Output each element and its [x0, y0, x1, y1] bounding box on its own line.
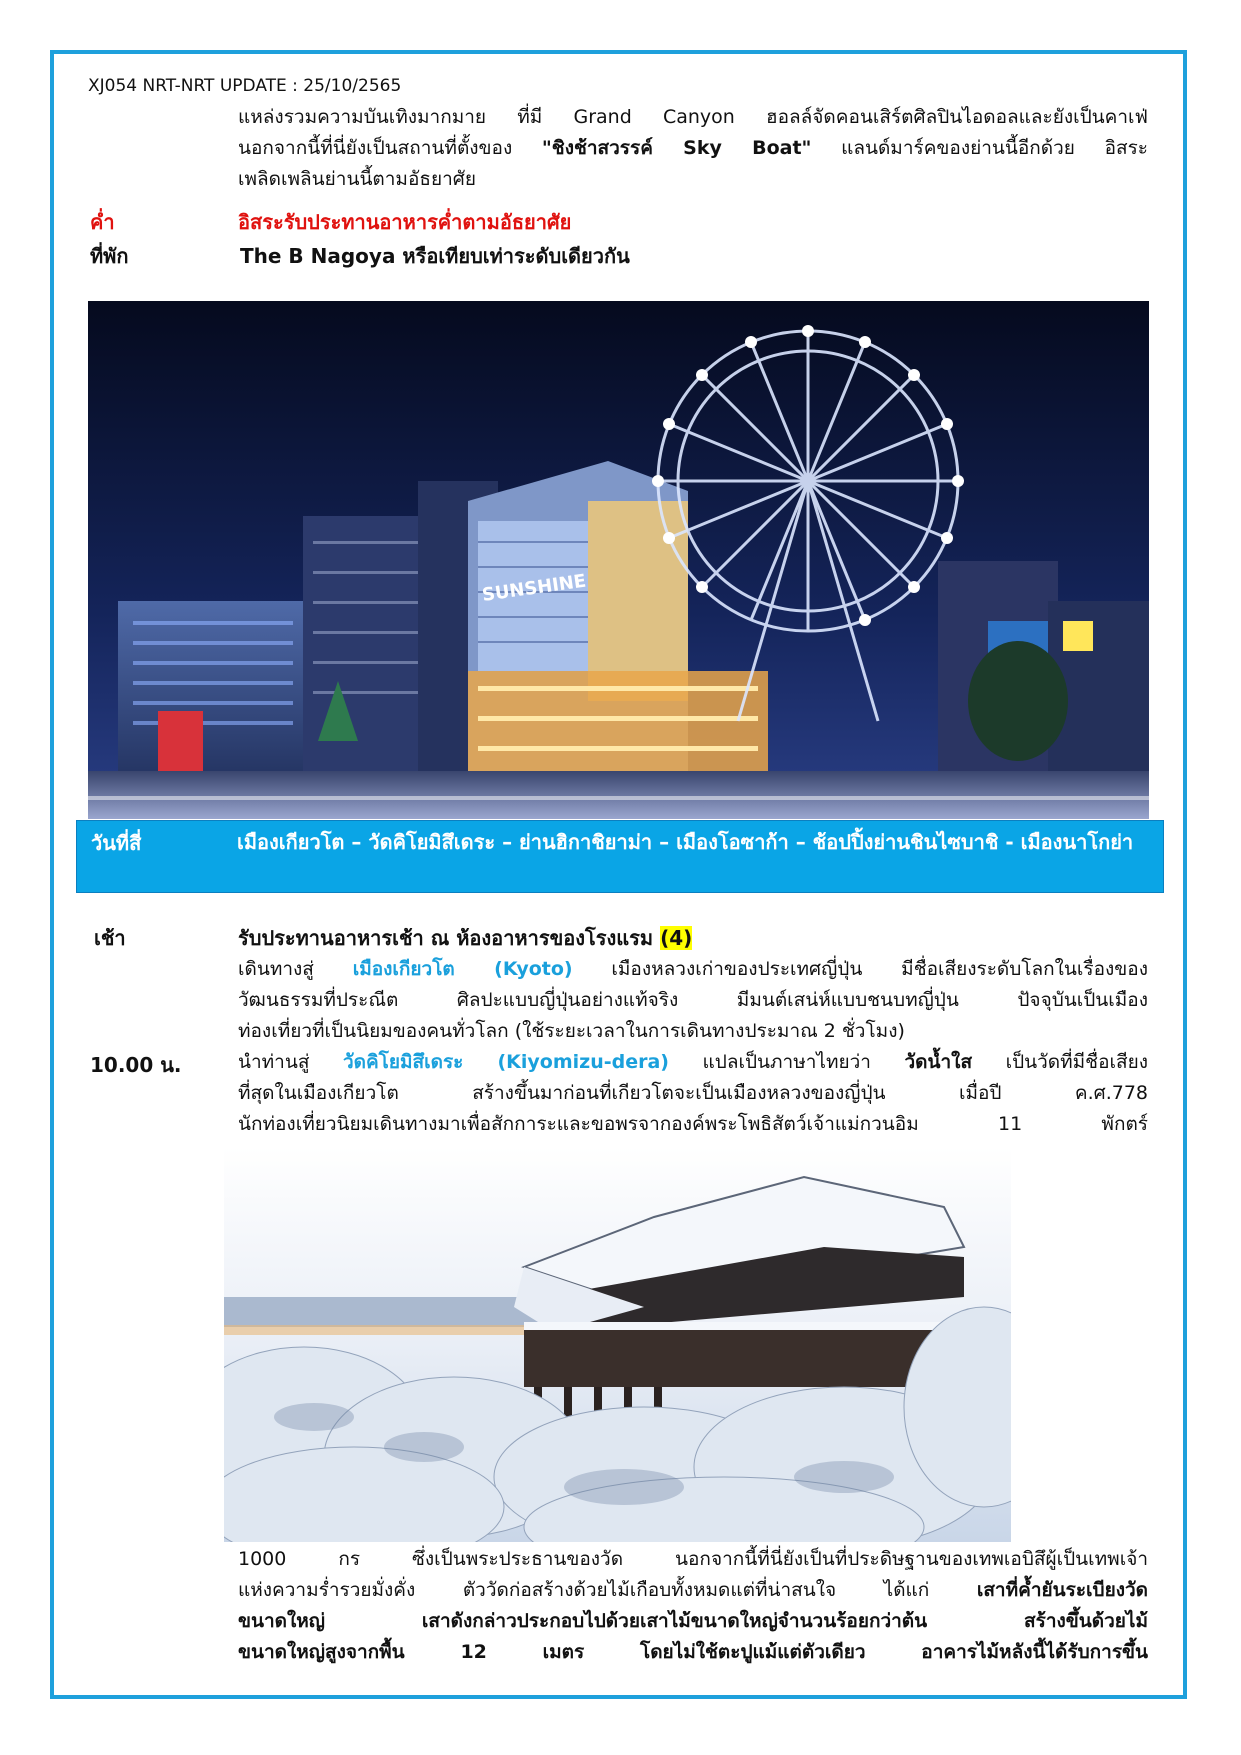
- day-title: เมืองเกียวโต – วัดคิโยมิสึเดระ – ย่านฮิกาชิยาม่า – เมืองโอซาก้า – ช้อปปิ้งย่านชินไซบาชิ - เมืองนาโกย่า: [237, 830, 1134, 854]
- meal-number-badge: (4): [660, 926, 693, 950]
- kyoto-line-3: ท่องเที่ยวที่เป็นนิยมของคนทั่วโลก (ใช้ระยะเวลาในการเดินทางประมาณ 2 ชั่วโมง): [238, 1020, 905, 1042]
- temple-cont-line-1: 1000 กร ซึ่งเป็นพระประธานของวัด นอกจากนี้ที่นี่ยังเป็นที่ประดิษฐานของเทพเอบิสึผู้เป็นเทพเจ้า: [238, 1548, 1148, 1570]
- temple-cont-line-3: ขนาดใหญ่ เสาดังกล่าวประกอบไปด้วยเสาไม้ขนาดใหญ่จำนวนร้อยกว่าต้น สร้างขึ้นด้วยไม้: [238, 1610, 1148, 1632]
- breakfast-label: เช้า: [94, 926, 126, 950]
- intro-line-2: นอกจากนี้ที่นี่ยังเป็นสถานที่ตั้งของ "ชิงช้าสวรรค์ Sky Boat" แลนด์มาร์คของย่านนี้อีกด้วย อิสระ: [238, 137, 1149, 159]
- ferris-wheel-night-image: [88, 301, 1149, 819]
- dinner-label: ค่ำ: [90, 210, 115, 234]
- sky-boat-name: "ชิงช้าสวรรค์ Sky Boat": [541, 137, 812, 159]
- day-label: วันที่สี่: [91, 831, 142, 855]
- temple-snow-image: [224, 1147, 1011, 1542]
- sunshine-sign: SUNSHINE: [480, 570, 588, 606]
- kiyomizu-dera-snow-photo: [224, 1147, 1011, 1542]
- sunshine-sakae-photo: [88, 301, 1149, 819]
- day-four-banner: [76, 820, 1164, 893]
- pillar-highlight: เสาที่ค้ำยันระเบียงวัด: [976, 1579, 1148, 1601]
- dinner-text: อิสระรับประทานอาหารค่ำตามอัธยาศัย: [238, 210, 572, 234]
- breakfast-text: รับประทานอาหารเช้า ณ ห้องอาหารของโรงแรม (4): [238, 926, 693, 950]
- kyoto-line-1: เดินทางสู่ เมืองเกียวโต (Kyoto) เมืองหลวงเก่าของประเทศญี่ปุ่น มีชื่อเสียงระดับโลกในเรื่องของ: [238, 958, 1148, 980]
- temple-line-2: ที่สุดในเมืองเกียวโต สร้างขึ้นมาก่อนที่เกียวโตจะเป็นเมืองหลวงของญี่ปุ่น เมื่อปี ค.ศ.778: [238, 1082, 1148, 1104]
- temple-cont-line-4: ขนาดใหญ่สูงจากพื้น 12 เมตร โดยไม่ใช้ตะปูแม้แต่ตัวเดียว อาคารไม้หลังนี้ได้รับการขึ้น: [238, 1641, 1148, 1663]
- kyoto-line-2: วัฒนธรรมที่ประณีต ศิลปะแบบญี่ปุ่นอย่างแท้จริง มีมนต์เสน่ห์แบบชนบทญี่ปุ่น ปัจจุบันเป็นเมือง: [238, 989, 1148, 1011]
- kyoto-name: เมืองเกียวโต (Kyoto): [352, 958, 573, 980]
- temple-line-1: นำท่านสู่ วัดคิโยมิสึเดระ (Kiyomizu-dera) แปลเป็นภาษาไทยว่า วัดน้ำใส เป็นวัดที่มีชื่อเสียง: [238, 1051, 1148, 1073]
- document-code: XJ054 NRT-NRT UPDATE : 25/10/2565: [88, 76, 402, 96]
- hotel-text: The B Nagoya หรือเทียบเท่าระดับเดียวกัน: [240, 244, 630, 268]
- temple-time: 10.00 น.: [90, 1053, 182, 1077]
- intro-line-3: เพลิดเพลินย่านนี้ตามอัธยาศัย: [238, 168, 476, 190]
- intro-line-1: แหล่งรวมความบันเทิงมากมาย ที่มี Grand Canyon ฮอลล์จัดคอนเสิร์ตศิลปินไอดอลและยังเป็นคาเฟ่: [238, 106, 1148, 128]
- temple-name: วัดคิโยมิสึเดระ (Kiyomizu-dera): [342, 1051, 669, 1073]
- temple-line-3: นักท่องเที่ยวนิยมเดินทางมาเพื่อสักการะและขอพรจากองค์พระโพธิสัตว์เจ้าแม่กวนอิม 11 พักตร์: [238, 1113, 1148, 1135]
- temple-nickname: วัดน้ำใส: [904, 1051, 973, 1073]
- hotel-label: ที่พัก: [90, 244, 129, 268]
- temple-cont-line-2: แห่งความร่ำรวยมั่งคั่ง ตัววัดก่อสร้างด้วยไม้เกือบทั้งหมดแต่ที่น่าสนใจ ได้แก่ เสาที่ค้ำยันระเบียงวัด: [238, 1579, 1148, 1601]
